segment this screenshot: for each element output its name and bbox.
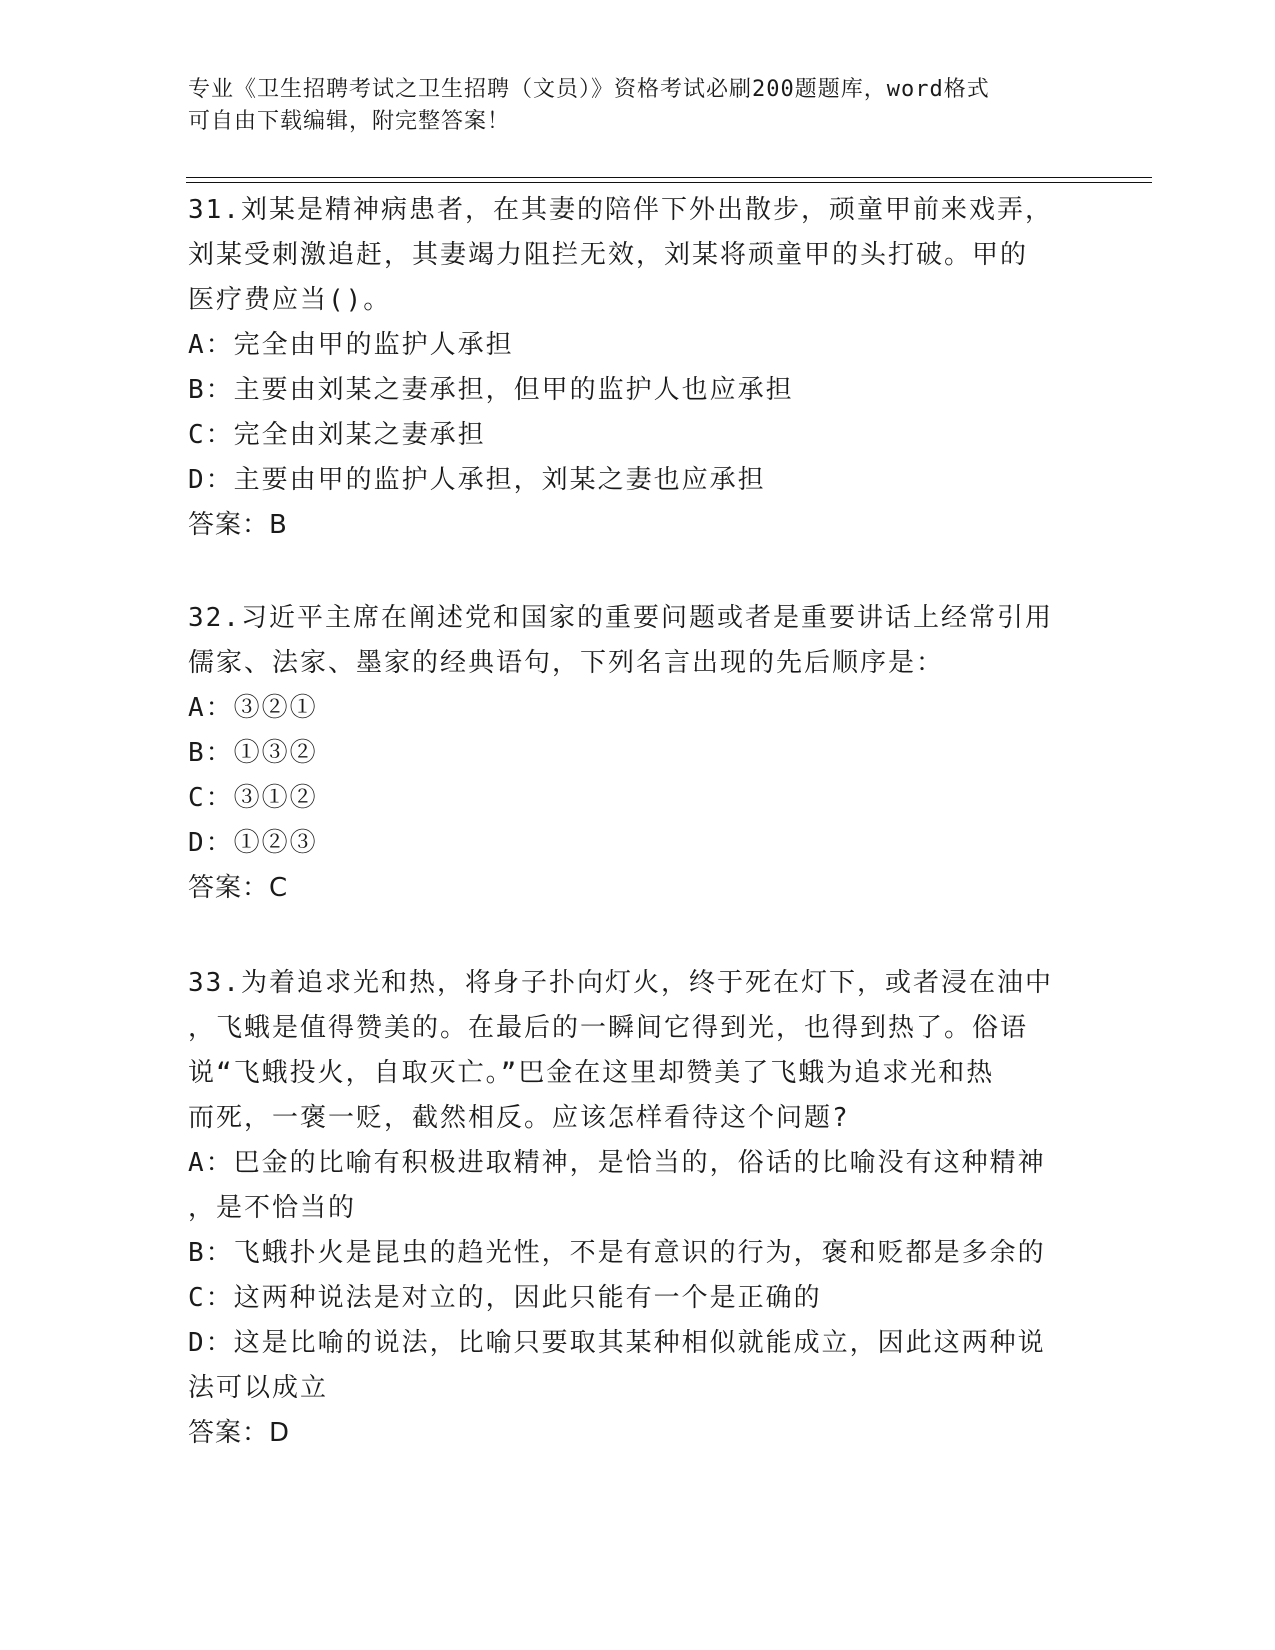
option-d: D：主要由甲的监护人承担，刘某之妻也应承担 — [188, 465, 766, 495]
stem-line: 儒家、法家、墨家的经典语句，下列名言出现的先后顺序是： — [188, 648, 945, 678]
option-a: A：③②① — [188, 693, 318, 723]
stem-line: 说“飞蛾投火，自取灭亡。”巴金在这里却赞美了飞蛾为追求光和热 — [188, 1058, 995, 1088]
option-c: C：③①② — [188, 783, 318, 813]
question-32 — [188, 596, 1068, 911]
option-b: B：主要由刘某之妻承担，但甲的监护人也应承担 — [188, 375, 794, 405]
option-b: B：①③② — [188, 738, 318, 768]
stem-line: 31.刘某是精神病患者，在其妻的陪伴下外出散步，顽童甲前来戏弄， — [188, 195, 1053, 225]
question-31 — [188, 188, 1068, 548]
question-stem — [188, 961, 1068, 1141]
option-b: B：飞蛾扑火是昆虫的趋光性，不是有意识的行为，褒和贬都是多余的 — [188, 1238, 1046, 1268]
question-stem — [188, 188, 1068, 323]
option-a: A：完全由甲的监护人承担 — [188, 330, 514, 360]
header-divider-top — [186, 177, 1152, 178]
header-divider-bottom — [186, 182, 1152, 183]
header-line-1: 专业《卫生招聘考试之卫生招聘（文员）》资格考试必刷200题题库，word格式 — [188, 77, 990, 102]
answer-line: 答案：D — [188, 1418, 291, 1448]
stem-line: 刘某受刺激追赶，其妻竭力阻拦无效，刘某将顽童甲的头打破。甲的 — [188, 240, 1029, 270]
option-a-continued: ，是不恰当的 — [188, 1193, 357, 1223]
stem-line: 33.为着追求光和热，将身子扑向灯火，终于死在灯下，或者浸在油中 — [188, 968, 1053, 998]
header-line-2: 可自由下载编辑，附完整答案！ — [188, 109, 511, 134]
stem-line: 而死，一褒一贬，截然相反。应该怎样看待这个问题? — [188, 1103, 850, 1133]
option-d-continued: 法可以成立 — [188, 1373, 329, 1403]
document-header — [188, 74, 1088, 138]
option-d: D：①②③ — [188, 828, 318, 858]
answer-line: 答案：C — [188, 873, 289, 903]
answer-line: 答案：B — [188, 510, 288, 540]
option-d: D：这是比喻的说法，比喻只要取其某种相似就能成立，因此这两种说 — [188, 1328, 1046, 1358]
option-c: C：完全由刘某之妻承担 — [188, 420, 486, 450]
stem-line: 32.习近平主席在阐述党和国家的重要问题或者是重要讲话上经常引用 — [188, 603, 1053, 633]
question-33 — [188, 961, 1068, 1456]
stem-line: ，飞蛾是值得赞美的。在最后的一瞬间它得到光，也得到热了。俗语 — [188, 1013, 1029, 1043]
option-c: C：这两种说法是对立的，因此只能有一个是正确的 — [188, 1283, 822, 1313]
question-stem — [188, 596, 1068, 686]
option-a: A：巴金的比喻有积极进取精神，是恰当的，俗话的比喻没有这种精神 — [188, 1148, 1046, 1178]
stem-line: 医疗费应当()。 — [188, 285, 392, 315]
